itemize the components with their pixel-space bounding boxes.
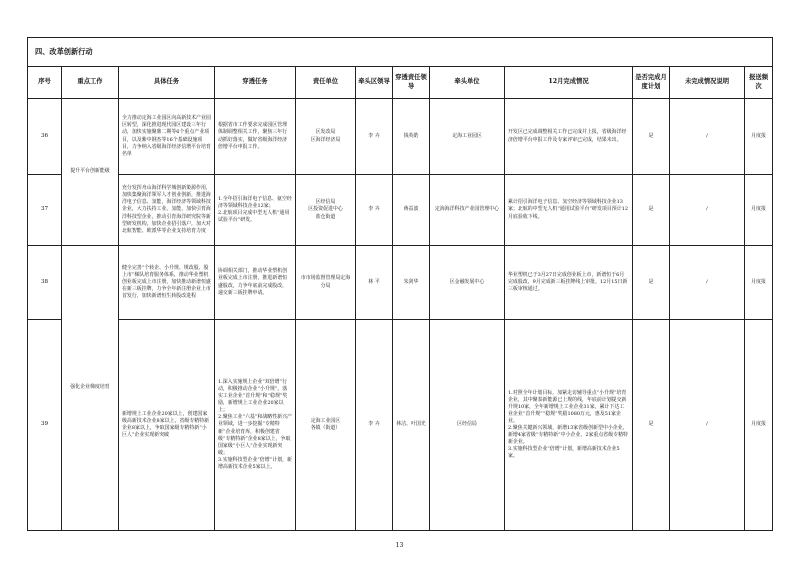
table-row	[28, 99, 773, 175]
plan-completed: 是	[633, 175, 670, 246]
specific-task: 充分发挥舟山海洋科学城创新策源作用，加快集聚海洋领军人才创业创新，推进海洋电子信息、氢能，海洋经济等领域科技企业，大力扶持工业、氢能，加快引育海洋科技型企业，推动引育海洋研究院等新型研发机构，加快企业招引落户，加大对北航智能、欧派华等企业支持培育力度	[119, 175, 215, 246]
header-row	[28, 67, 773, 99]
specific-task: 健全完善“个转企、小升规、规改股、股上市”梯队培育服务体系，推动华业塑机创业板完成上市注册，加快推动新谱恒盛在新三板挂牌，力争全年新注册企业上市首发行，加快新谱恒生转股改进程	[119, 246, 215, 320]
responsible-unit	[296, 175, 356, 246]
table-row	[28, 175, 773, 246]
col-header-penetrate: 穿透任务	[215, 67, 296, 99]
col-header-freq: 报送频次	[745, 67, 773, 99]
specific-task: 新增规上工业企业20家以上，创建国家级高新技术企业8家以上，省级专精特新企业8家以上，争取国家级专精特新“小巨人”企业实现新突破	[119, 320, 215, 531]
december-progress: 累计招引海洋电子信息、氢空经济等领域科技企业13家；北航的中型无人机“通用试验平台”研发项目预计12月底验收下线。	[505, 175, 633, 246]
penetrate-task: 协调相关部门，推动华业塑机创业板完成上市注册，推进新谱恒盛股改，力争年底前完成股改，递交新三板挂牌申请。	[215, 246, 296, 320]
lead-leader: 李 卉	[356, 175, 393, 246]
col-header-no: 序号	[28, 67, 62, 99]
penetrate-task: 1.深入实施规上企业“双倍增”行动，积极推动企业“小升规”，落实工业企业“首升规”和“稳规”奖励，新增规上工业企业20家以上； 2.聚焦工业“六基”和战略性新兴产业领域，进一步挖掘“专精特新”企业培育库，积极创建省级“专精特新”企业8家以上，争取国家级“小巨人”企业实现新突破； 3.实施科技型企业“倍增”计划，新增高新技术企业5家以上。	[215, 320, 296, 531]
focus-work-group: 提升平台创新能级	[62, 99, 119, 246]
lead-unit: 区经信局	[430, 320, 505, 531]
plan-completed: 是	[633, 99, 670, 175]
december-progress: 1.对照全年计划目标，加紧走访辅导重点“小升规”培育企业，其中聚泰新能源已上规的线，年底前计划提交新升规10家，全年新增规上工业企业31家，累计下达工业企业“首升规”“稳规”奖励1080万元，惠及51家企业。 2.聚焦关键新兴领域，新增13家省级创新型中小企业，新增4家省级“专精特新”中小企业，2家重点省级专精特新企业。 3.实施科技型企业“倍增”计划，新增高新技术企业5家。	[505, 320, 633, 531]
col-header-done: 是否完成月度计划	[633, 67, 670, 99]
report-frequency: 月度报	[745, 175, 773, 246]
col-header-leader: 牵头区领导	[356, 67, 393, 99]
plan-completed: 是	[633, 320, 670, 531]
responsible-unit-line: 区经信局	[315, 199, 336, 206]
table-row	[28, 246, 773, 320]
row-number: 38	[28, 246, 62, 320]
col-header-progress: 12月完成情况	[505, 67, 633, 99]
lead-leader: 李 卉	[356, 320, 393, 531]
lead-unit: 区金融发展中心	[430, 246, 505, 320]
december-progress: 开发区已完成调整相关工作已完成并上报，省级海洋经济倍增平台申报工作及专家评审已完成，结果未出。	[505, 99, 633, 175]
progress-table	[27, 37, 773, 531]
responsible-unit-line: 定海工业园区	[310, 417, 341, 424]
responsible-unit-line: 盐仓街道	[315, 213, 336, 220]
incomplete-note: /	[670, 320, 745, 531]
row-number: 39	[28, 320, 62, 531]
col-header-note: 未完成情况说明	[670, 67, 745, 99]
responsible-unit-line: 各镇（街道）	[310, 425, 341, 431]
row-number: 37	[28, 175, 62, 246]
responsible-unit-line: 区发改局	[315, 129, 336, 136]
penetrate-leader: 林洁、叶国光	[393, 320, 430, 531]
responsible-unit	[296, 99, 356, 175]
section-title: 四、改革创新行动	[28, 38, 773, 67]
responsible-unit-line: 区海洋经济局	[310, 136, 341, 143]
penetrate-leader: 钱英皓	[393, 99, 430, 175]
col-header-focus: 重点工作	[62, 67, 119, 99]
penetrate-leader: 蒋益波	[393, 175, 430, 246]
col-header-lead-unit: 牵头单位	[430, 67, 505, 99]
lead-leader: 李 卉	[356, 99, 393, 175]
penetrate-leader: 朱剑华	[393, 246, 430, 320]
report-frequency: 月度报	[745, 320, 773, 531]
incomplete-note: /	[670, 175, 745, 246]
report-frequency: 月度报	[745, 246, 773, 320]
incomplete-note: /	[670, 246, 745, 320]
responsible-unit	[296, 320, 356, 531]
col-header-task: 具体任务	[119, 67, 215, 99]
incomplete-note: /	[670, 99, 745, 175]
report-frequency: 月度报	[745, 99, 773, 175]
penetrate-task: 1.全年招引海洋电子信息、氨空经济等领域科技企业12家； 2.北航项目完成中型无人机“通用试验平台”研发。	[215, 175, 296, 246]
lead-leader: 林 平	[356, 246, 393, 320]
responsible-unit: 市市场监督管理局定海分局	[296, 246, 356, 320]
row-number: 36	[28, 99, 62, 175]
specific-task: 全力推动定海工业园区向高新技术产业园区转型，深化推进现代园区建设三年行动，加快实施聚鼎二期等6个重点产业项目，以及紫中钢杰等16个基础设施项目，力争纳入省级海洋经济信增平台培育名单	[119, 99, 215, 175]
page-number: 13	[395, 542, 404, 549]
col-header-penetrate-leader: 穿透责任领导	[393, 67, 430, 99]
lead-unit: 定海工业园区	[430, 99, 505, 175]
lead-unit: 定海海洋科技产业园管理中心	[430, 175, 505, 246]
december-progress: 华业塑机已于3月27日完成创业板上市，新谱恒于6月完成股改，9月完成新三板挂牌线上审批，12月15日新三板审核通过。	[505, 246, 633, 320]
report-sheet	[27, 37, 772, 531]
penetrate-task: 根据省市工作要求完成园区管理体制调整相关工作，聚焦三年行动抓好落实，做好省级海洋经济倍增平台申报工作。	[215, 99, 296, 175]
responsible-unit-line: 区投资促进中心	[308, 206, 343, 213]
plan-completed: 是	[633, 246, 670, 320]
table-row	[28, 320, 773, 531]
col-header-unit: 责任单位	[296, 67, 356, 99]
focus-work-group: 强化企业梯度培育	[62, 246, 119, 531]
